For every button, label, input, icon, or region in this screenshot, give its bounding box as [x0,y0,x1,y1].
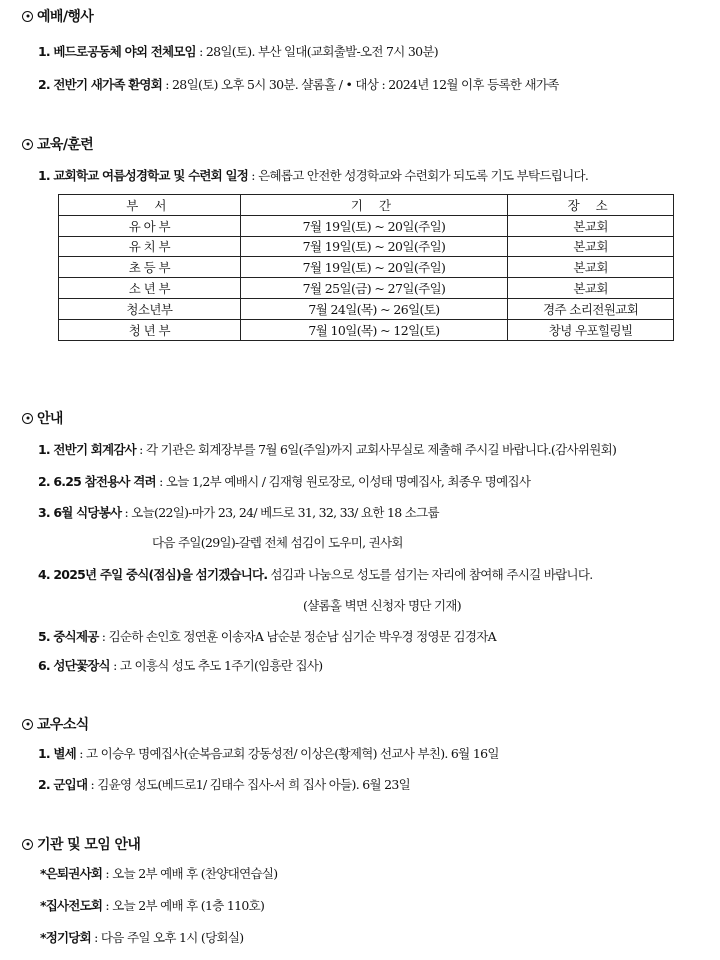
item-text: : 오늘 2부 예배 후 (1층 110호) [102,898,265,913]
cell-department: 유 치 부 [59,236,241,257]
section-title-text: 안내 [37,411,63,427]
item-label: 별세 [53,746,76,761]
section-groups-title [22,834,140,854]
cell-location: 경주 소리전원교회 [508,298,674,319]
item-number: 1. [38,168,54,183]
table-row [59,236,674,257]
education-item-1 [38,166,588,184]
item-label: 교회학교 여름성경학교 및 수련회 일정 [53,168,249,183]
table-header-row [59,195,674,216]
cell-period: 7월 25일(금) ~ 27일(주일) [240,278,508,299]
item-number: 4. [38,567,54,582]
item-text: : 김윤영 성도(베드로1/ 김태수 집사-서 희 집사 아들). 6월 23일 [87,777,411,792]
item-text: : 고 이승우 명예집사(순복음교회 강동성전/ 이상은(황제혁) 선교사 부친). 6월 16일 [75,746,499,761]
table-row [59,215,674,236]
item-label: 2025년 주일 중식(점심)을 섬기겠습니다. [53,567,268,582]
item-label: 군입대 [53,777,88,792]
table-row [59,319,674,340]
item-number: 1. [38,746,54,761]
item-number: 1. [38,442,54,457]
cell-department: 유 아 부 [59,215,241,236]
table-row [59,298,674,319]
item-label: 전반기 회계감사 [53,442,136,457]
cell-period: 7월 19일(토) ~ 20일(주일) [240,215,508,236]
summer-schedule-table [58,194,674,341]
circle-dot-icon [22,139,33,150]
groups-item-3 [40,928,243,946]
section-title-text: 예배/행사 [37,9,94,25]
bullet-asterisk: * [40,930,46,945]
item-label: 정기당회 [45,930,91,945]
cell-period: 7월 19일(토) ~ 20일(주일) [240,236,508,257]
item-label: 베드로공동체 야외 전체모임 [53,44,196,59]
cell-location: 창녕 우포힐링빌 [508,319,674,340]
groups-item-1 [40,864,277,882]
notice-item-6 [38,656,322,674]
item-text: : 28일(토) 오후 5시 30분. 샬롬홀 / • 대상 : 2024년 12월 이후 등록한 새가족 [162,77,559,92]
item-label: 은퇴권사회 [45,866,103,881]
circle-dot-icon [22,413,33,424]
notice-item-5 [38,627,496,645]
item-text: : 오늘 2부 예배 후 (찬양대연습실) [102,866,278,881]
section-fellowship-title [22,714,89,734]
cell-period: 7월 10일(목) ~ 12일(토) [240,319,508,340]
item-number: 3. [38,505,54,520]
cell-period: 7월 24일(목) ~ 26일(토) [240,298,508,319]
cell-location: 본교회 [508,257,674,278]
item-label: 6.25 참전용사 격려 [53,474,156,489]
notice-item-4-continued: (샬롬홀 벽면 신청자 명단 기재) [303,598,461,613]
section-title-text: 교육/훈련 [37,137,94,153]
groups-item-2 [40,896,264,914]
item-text: : 오늘(22일)-마가 23, 24/ 베드로 31, 32, 33/ 요한 18 소그룹 [121,505,439,520]
item-number: 2. [38,777,54,792]
fellowship-item-2 [38,775,410,793]
item-text: : 각 기관은 회계장부를 7월 6일(주일)까지 교회사무실로 제출해 주시길 바랍니다.(감사위원회) [135,442,617,457]
worship-item-1 [38,42,438,60]
item-label: 6월 식당봉사 [53,505,122,520]
item-number: 6. [38,658,54,673]
circle-dot-icon [22,719,33,730]
cell-department: 청 년 부 [59,319,241,340]
header-location: 장 소 [508,195,674,216]
header-period: 기 간 [240,195,508,216]
section-title-text: 교우소식 [37,717,89,733]
cell-location: 본교회 [508,236,674,257]
header-department: 부 서 [59,195,241,216]
cell-period: 7월 19일(토) ~ 20일(주일) [240,257,508,278]
item-text: : 오늘 1,2부 예배시 / 김재형 원로장로, 이성태 명예집사, 최종우 명예집사 [155,474,531,489]
bullet-asterisk: * [40,898,46,913]
cell-department: 소 년 부 [59,278,241,299]
item-text: : 김순하 손인호 정연훈 이송자A 남순분 정순남 심기순 박우경 정영문 김경자A [98,629,496,644]
item-label: 성단꽃장식 [53,658,110,673]
notice-item-3-continued: 다음 주일(29일)-갈렙 전체 섬김이 도우미, 권사회 [152,535,403,550]
table-row [59,257,674,278]
cell-department: 초 등 부 [59,257,241,278]
cell-department: 청소년부 [59,298,241,319]
item-label: 중식제공 [53,629,99,644]
item-number: 5. [38,629,54,644]
item-label: 집사전도회 [45,898,103,913]
notice-item-1 [38,440,616,458]
section-notice-title [22,408,63,428]
section-title-text: 기관 및 모임 안내 [37,837,141,853]
item-text: 섬김과 나눔으로 성도를 섬기는 자리에 참여해 주시길 바랍니다. [267,567,593,582]
item-text: : 고 이흥식 성도 추도 1주기(임흥란 집사) [109,658,323,673]
cell-location: 본교회 [508,215,674,236]
section-education-title [22,134,93,154]
section-worship-title [22,6,93,26]
table-row [59,278,674,299]
item-number: 1. [38,44,54,59]
item-number: 2. [38,474,54,489]
notice-item-4 [38,565,593,583]
notice-item-2 [38,472,530,490]
item-text: : 28일(토). 부산 일대(교회출발-오전 7시 30분) [195,44,438,59]
item-label: 전반기 새가족 환영회 [53,77,162,92]
item-text: : 다음 주일 오후 1시 (당회실) [90,930,244,945]
circle-dot-icon [22,839,33,850]
circle-dot-icon [22,11,33,22]
notice-item-3 [38,503,439,521]
fellowship-item-1 [38,744,499,762]
worship-item-2 [38,75,559,93]
bullet-asterisk: * [40,866,46,881]
item-text: : 은혜롭고 안전한 성경학교와 수련회가 되도록 기도 부탁드립니다. [248,168,589,183]
item-number: 2. [38,77,54,92]
cell-location: 본교회 [508,278,674,299]
